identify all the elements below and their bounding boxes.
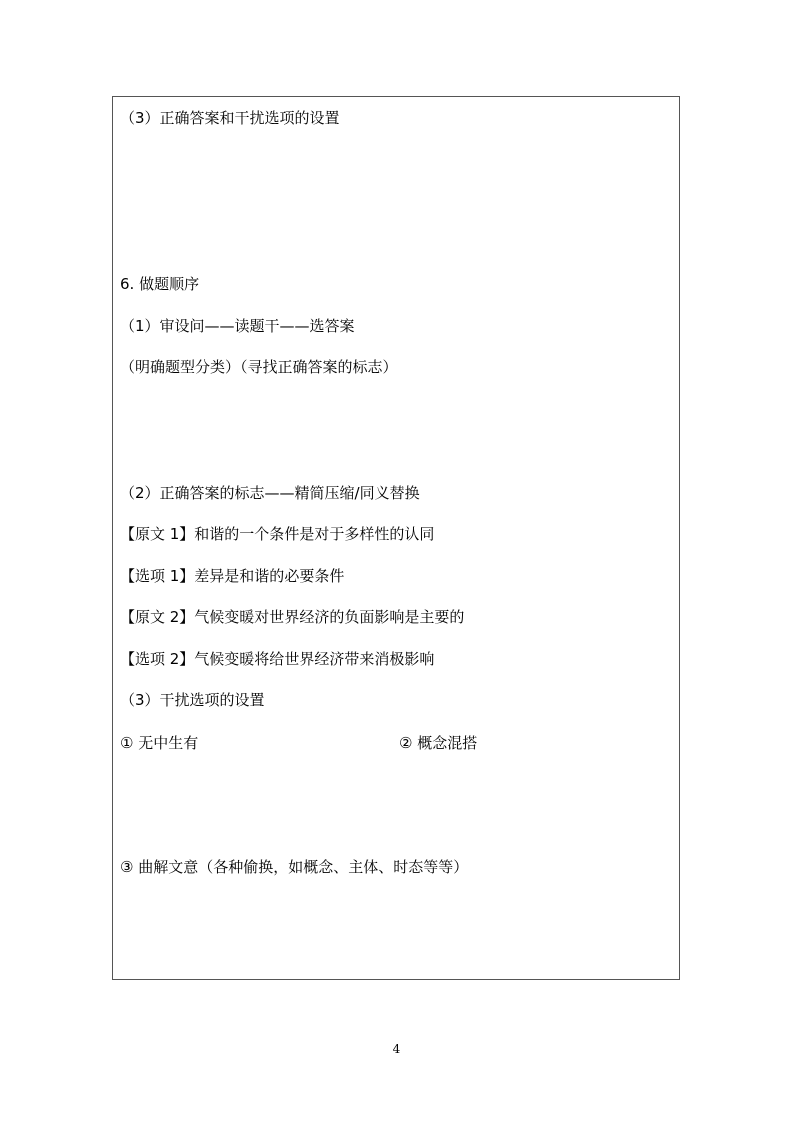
- step-2-line: （2）正确答案的标志——精简压缩/同义替换: [120, 484, 420, 502]
- distractor-item-1: ① 无中生有: [120, 734, 199, 752]
- step-1-note: （明确题型分类）（寻找正确答案的标志）: [120, 358, 398, 376]
- distractor-item-2: ② 概念混搭: [399, 734, 478, 752]
- original-1: 【原文 1】和谐的一个条件是对于多样性的认同: [120, 525, 435, 543]
- option-1: 【选项 1】差异是和谐的必要条件: [120, 567, 345, 585]
- page-number: 4: [392, 1042, 401, 1056]
- section-6-heading: 6. 做题顺序: [120, 275, 200, 293]
- distractor-item-3: ③ 曲解文意（各种偷换，如概念、主体、时态等等）: [120, 858, 469, 876]
- original-2: 【原文 2】气候变暖对世界经济的负面影响是主要的: [120, 608, 465, 626]
- option-2: 【选项 2】气候变暖将给世界经济带来消极影响: [120, 650, 435, 668]
- step-1-line: （1）审设问——读题干——选答案: [120, 317, 355, 335]
- distractor-heading: （3）干扰选项的设置: [120, 691, 265, 709]
- section-3-heading: （3）正确答案和干扰选项的设置: [120, 109, 340, 127]
